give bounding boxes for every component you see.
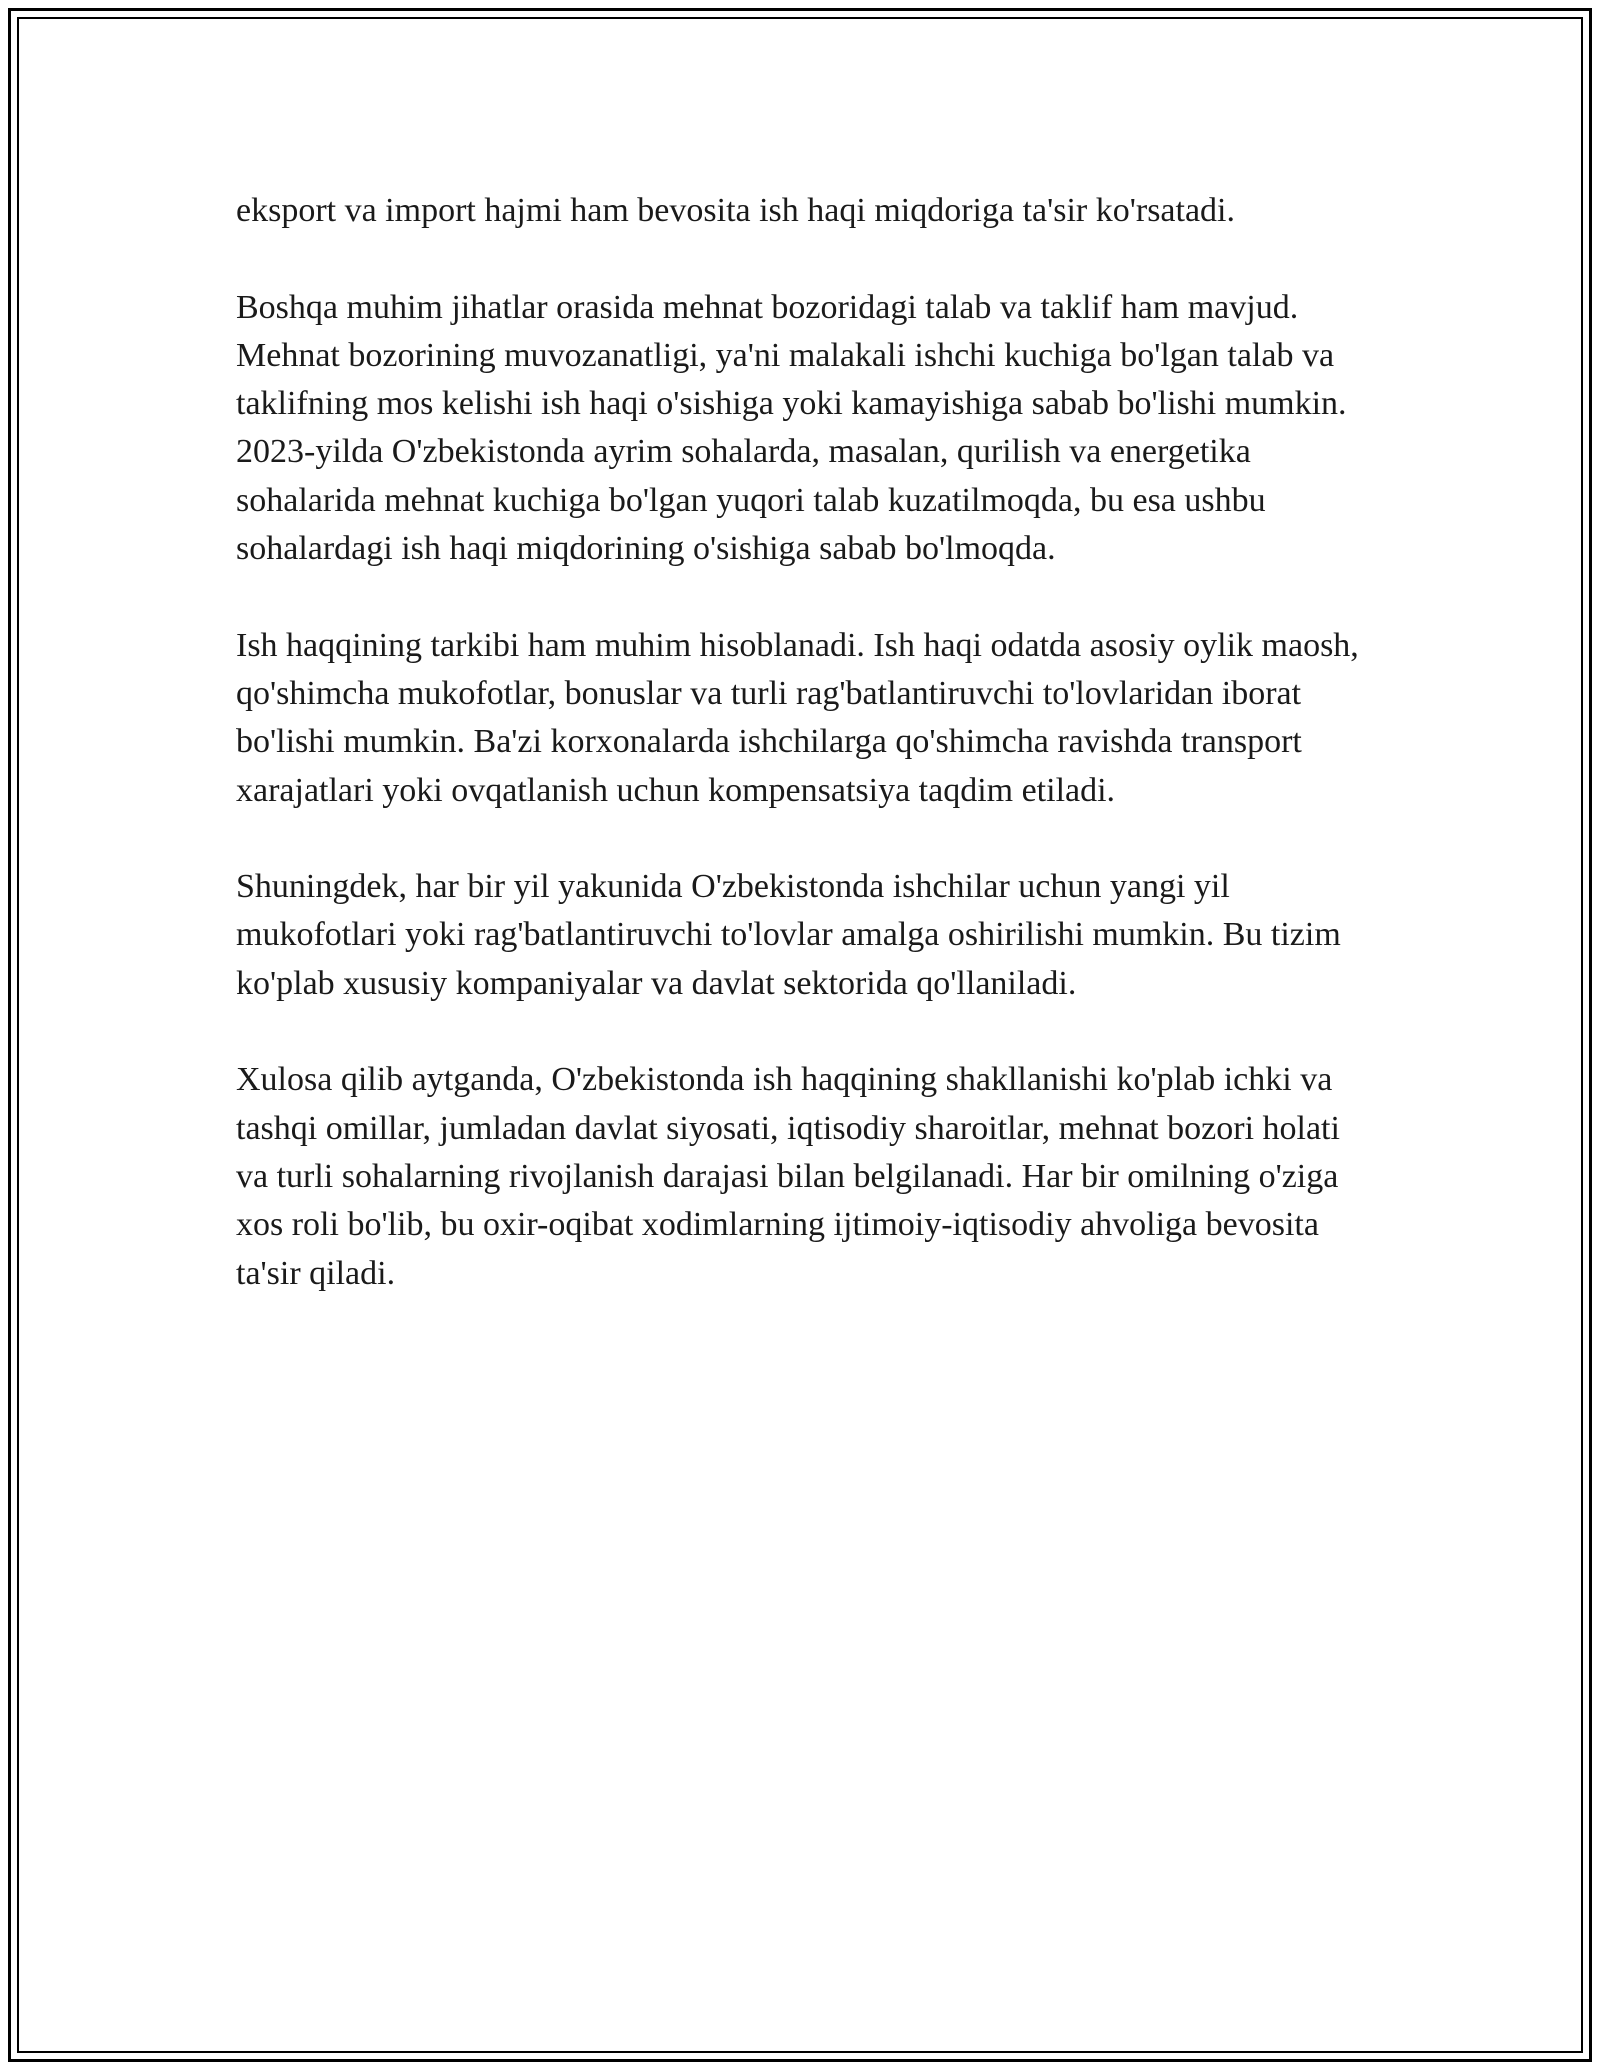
paragraph-5: Xulosa qilib aytganda, O'zbekistonda ish haqqining shakllanishi ko'plab ichki va tashqi omillar, jumladan davlat siyosati, iqtisodiy sharoitlar, mehnat bozori holati va turli sohalarning rivojlanish darajasi bilan belgilanadi. Har bir omilning o'ziga xos roli bo'lib, bu oxir-oqibat xodimlarning ijtimoiy-iqtisodiy ahvoliga bevosita ta'sir qiladi. — [236, 1061, 1340, 1292]
paragraph-4: Shuningdek, har bir yil yakunida O'zbekistonda ishchilar uchun yangi yil mukofotlari yoki rag'batlantiruvchi to'lovlar amalga oshirilishi mumkin. Bu tizim ko'plab xususiy kompaniyalar va davlat sektorida qo'llaniladi. — [236, 868, 1341, 1002]
paragraph-1: eksport va import hajmi ham bevosita ish haqi miqdoriga ta'sir ko'rsatadi. — [236, 192, 1235, 229]
paragraph-2: Boshqa muhim jihatlar orasida mehnat bozoridagi talab va taklif ham mavjud. Mehnat bozorining muvozanatligi, ya'ni malakali ishchi kuchiga bo'lgan talab va taklifning mos kelishi ish haqi o'sishiga yoki kamayishiga sabab bo'lishi mumkin. 2023-yilda O'zbekistonda ayrim sohalarda, masalan, qurilish va energetika sohalarida mehnat kuchiga bo'lgan yuqori talab kuzatilmoqda, bu esa ushbu sohalardagi ish haqi miqdorining o'sishiga sabab bo'lmoqda. — [236, 288, 1347, 568]
paragraph-3: Ish haqqining tarkibi ham muhim hisoblanadi. Ish haqi odatda asosiy oylik maosh, qo'shimcha mukofotlar, bonuslar va turli rag'batlantiruvchi to'lovlaridan iborat bo'lishi mumkin. Ba'zi korxonalarda ishchilarga qo'shimcha ravishda transport xarajatlari yoki ovqatlanish uchun kompensatsiya taqdim etiladi. — [236, 626, 1359, 809]
document-body — [236, 187, 1376, 1346]
